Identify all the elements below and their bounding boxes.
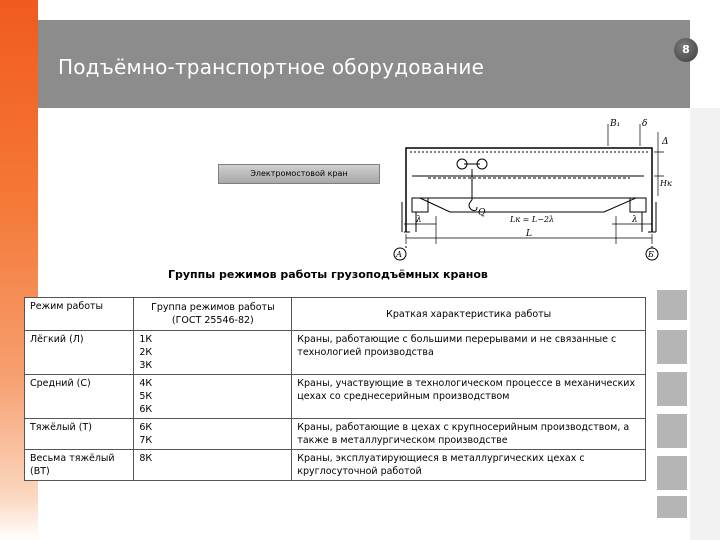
groups-cell — [134, 419, 292, 450]
diagram-label-box: Электромостовой кран — [218, 164, 380, 184]
group-value: 6К — [139, 422, 153, 433]
group-value: 2К — [139, 347, 153, 358]
description-cell: Краны, эксплуатирующиеся в металлургических цехах с круглосуточной работой — [292, 450, 646, 481]
groups-cell — [134, 331, 292, 375]
mode-cell: Лёгкий (Л) — [25, 331, 134, 375]
table-row — [25, 450, 646, 481]
decor-square — [657, 456, 687, 490]
axis-a: А — [396, 250, 403, 259]
axis-b: Б — [648, 250, 654, 259]
modes-table — [24, 297, 646, 481]
dim-l: L — [526, 229, 532, 239]
group-value: 8К — [139, 453, 153, 464]
groups-cell — [134, 375, 292, 419]
dim-lambda-right: λ — [632, 215, 638, 225]
dim-lk: Lк = L−2λ — [510, 215, 555, 224]
right-top-spacer — [690, 20, 720, 108]
page-number-badge: 8 — [674, 38, 698, 62]
slide-title: Подъёмно-транспортное оборудование — [58, 55, 485, 79]
decor-square — [657, 496, 687, 518]
description-cell: Краны, работающие с большими перерывами и не связанные с технологией производства — [292, 331, 646, 375]
mode-cell: Тяжёлый (Т) — [25, 419, 134, 450]
dim-triangle: Δ — [662, 137, 669, 147]
dim-hk: Hк — [660, 179, 672, 188]
hook-label: Q — [478, 208, 486, 218]
dim-b1: B₁ — [610, 119, 621, 129]
table-row — [25, 375, 646, 419]
group-value: 4К — [139, 378, 153, 389]
mode-cell: Средний (С) — [25, 375, 134, 419]
dim-lambda-left: λ — [416, 215, 422, 225]
description-cell: Краны, участвующие в технологическом процессе в механических цехах со среднесерийным производством — [292, 375, 646, 419]
decor-square — [657, 372, 687, 406]
table-caption: Группы режимов работы грузоподъёмных кранов — [168, 268, 488, 281]
decor-square — [657, 290, 687, 320]
group-value: 6К — [139, 404, 153, 415]
mode-cell: Весьма тяжёлый (ВТ) — [25, 450, 134, 481]
decor-square — [657, 414, 687, 448]
table-header-row — [25, 298, 646, 331]
header-group: Группа режимов работы (ГОСТ 25546-82) — [134, 298, 292, 331]
description-cell: Краны, работающие в цехах с крупносерийным производством, а также в металлургическом производстве — [292, 419, 646, 450]
header-mode: Режим работы — [25, 298, 134, 331]
header-description: Краткая характеристика работы — [292, 298, 646, 331]
crane-diagram — [380, 116, 670, 266]
group-value: 1К — [139, 334, 153, 345]
dim-delta: δ — [642, 119, 648, 129]
decor-square — [657, 330, 687, 364]
group-value: 3К — [139, 360, 153, 371]
group-value: 7К — [139, 435, 153, 446]
table-row — [25, 419, 646, 450]
table-row — [25, 331, 646, 375]
group-value: 5К — [139, 391, 153, 402]
groups-cell — [134, 450, 292, 481]
